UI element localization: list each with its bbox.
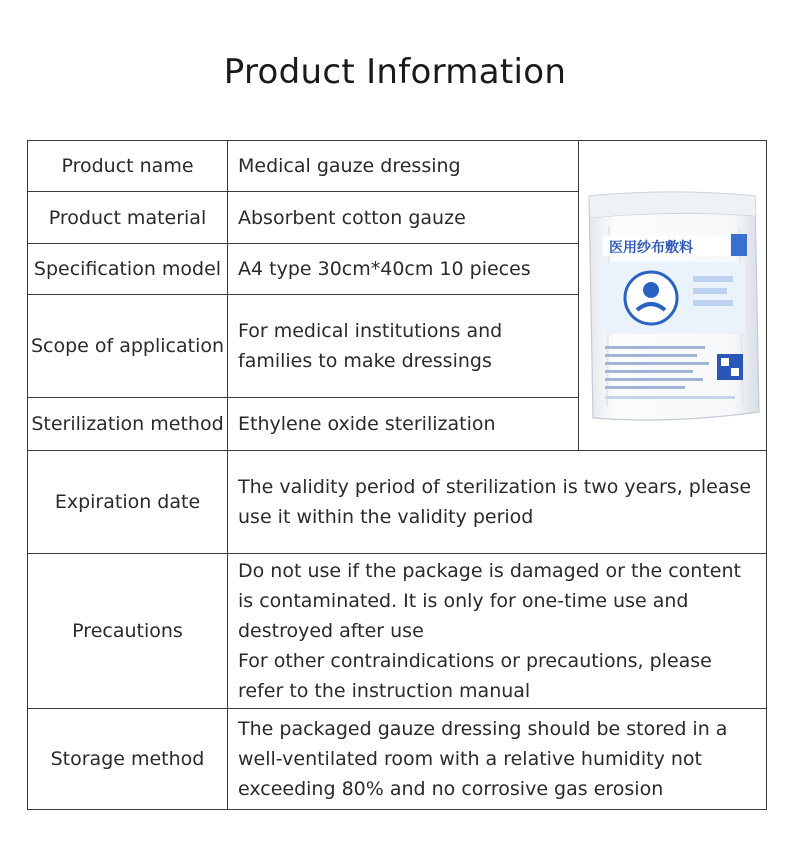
value-precautions <box>228 554 766 708</box>
precautions-text-2: For other contraindications or precautions, please refer to the instruction manual <box>238 650 712 702</box>
value-product-name: Medical gauze dressing <box>238 155 461 177</box>
value-specification-model: A4 type 30cm*40cm 10 pieces <box>238 258 531 280</box>
label-precautions: Precautions <box>72 620 183 642</box>
label-sterilization-method: Sterilization method <box>31 413 224 435</box>
product-package-image <box>579 186 765 436</box>
value-storage-method: The packaged gauze dressing should be stored in a well-ventilated room with a relative humidity not exceeding 80% and no corrosive gas erosion <box>238 718 728 800</box>
precautions-text-1: Do not use if the package is damaged or the content is contaminated. It is only for one-time use and destroyed after use <box>238 560 741 642</box>
value-sterilization-method: Ethylene oxide sterilization <box>238 413 496 435</box>
package-title: 医用纱布敷料 <box>609 240 693 256</box>
label-product-name: Product name <box>61 155 194 177</box>
label-scope-of-application: Scope of application <box>30 335 225 357</box>
page-title: Product Information <box>223 52 567 92</box>
value-expiration-date: The validity period of sterilization is two years, please use it within the validity period <box>238 476 752 528</box>
label-product-material: Product material <box>48 206 207 229</box>
value-scope-of-application: For medical institutions and families to make dressings <box>238 320 503 372</box>
label-storage-method: Storage method <box>50 748 205 770</box>
label-expiration-date: Expiration date <box>54 491 201 513</box>
label-specification-model: Specification model <box>33 258 222 280</box>
value-product-material: Absorbent cotton gauze <box>238 206 466 229</box>
product-info-table <box>27 140 767 810</box>
